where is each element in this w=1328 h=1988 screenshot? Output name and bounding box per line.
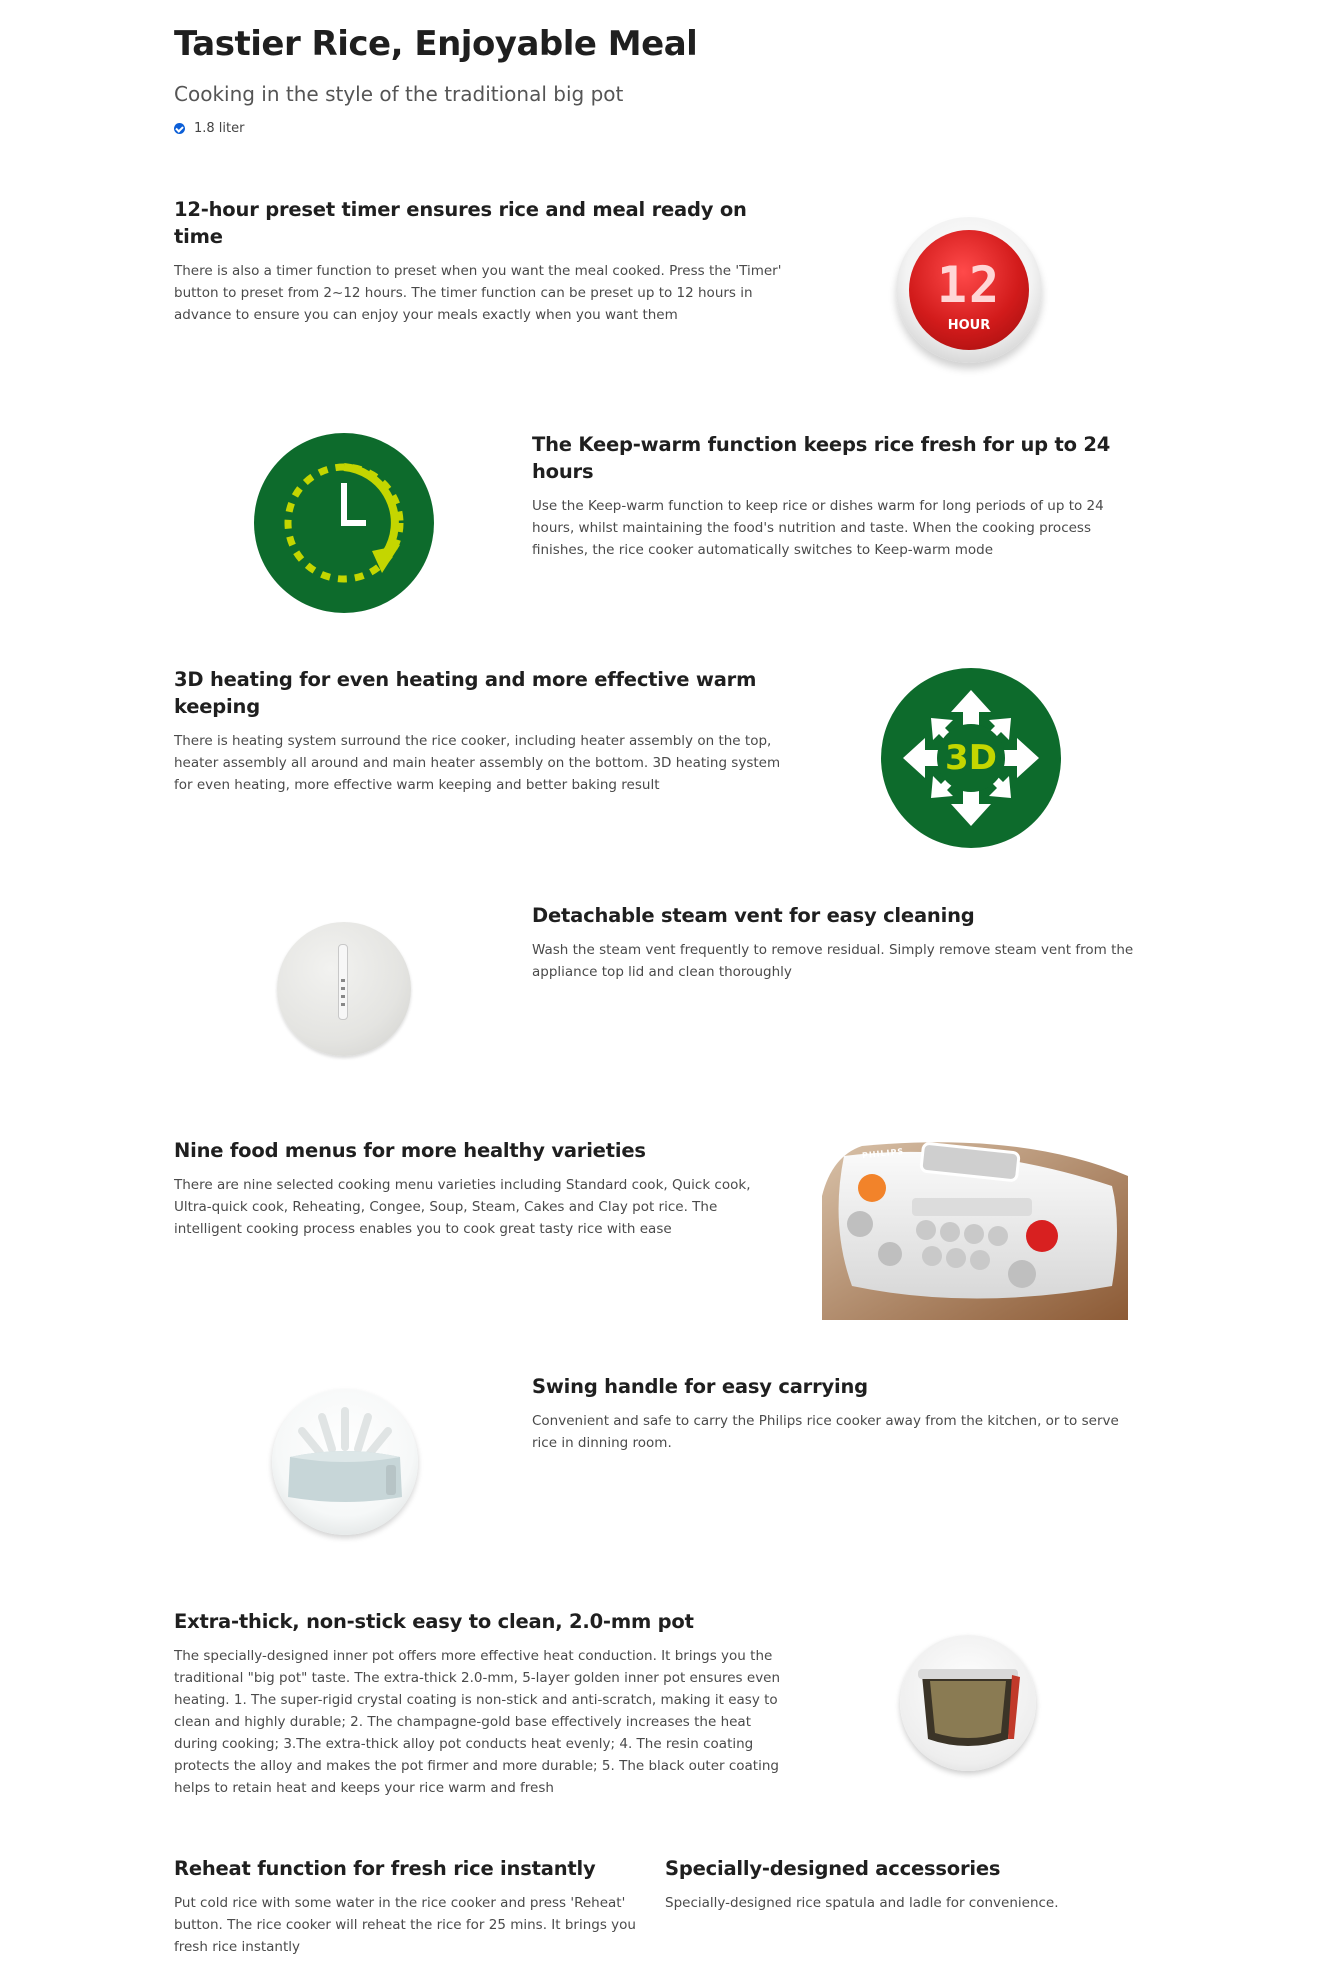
feature-title: Detachable steam vent for easy cleaning xyxy=(532,904,975,927)
3d-label: 3D xyxy=(945,738,997,778)
feature-accessories xyxy=(665,1855,1135,1914)
feature-nine-menus xyxy=(174,1137,784,1240)
feature-title: Specially-designed accessories xyxy=(665,1857,1001,1880)
spec-item xyxy=(174,121,244,136)
feature-body: Put cold rice with some water in the rice cooker and press 'Reheat' button. The rice cooker will reheat the rice for 25 mins. It brings you fresh rice instantly xyxy=(174,1895,636,1955)
check-icon xyxy=(174,123,185,134)
feature-inner-pot xyxy=(174,1608,784,1799)
feature-preset-timer xyxy=(174,196,784,326)
timer-unit: HOUR xyxy=(947,318,991,333)
feature-body: There is heating system surround the rice cooker, including heater assembly on the top, heater assembly all around and main heater assembly on the bottom. 3D heating system for even heating, more effective warm keeping and better baking result xyxy=(174,733,781,793)
clock-icon xyxy=(254,433,434,613)
inner-pot-image xyxy=(900,1635,1036,1771)
brand-logo: PHILIPS xyxy=(861,1146,905,1161)
feature-title: Nine food menus for more healthy varieties xyxy=(174,1139,646,1162)
3d-heating-icon xyxy=(881,668,1061,848)
feature-reheat xyxy=(174,1855,644,1958)
feature-title: 3D heating for even heating and more effective warm keeping xyxy=(174,668,757,718)
feature-title: 12-hour preset timer ensures rice and meal ready on time xyxy=(174,198,747,248)
steam-vent-image xyxy=(277,922,411,1056)
feature-title: Extra-thick, non-stick easy to clean, 2.0-mm pot xyxy=(174,1610,694,1633)
vent-slot xyxy=(338,944,348,1020)
feature-title: Swing handle for easy carrying xyxy=(532,1375,868,1398)
feature-title: Reheat function for fresh rice instantly xyxy=(174,1857,596,1880)
feature-body: There is also a timer function to preset when you want the meal cooked. Press the 'Timer' button to preset from 2~12 hours. The timer function can be preset up to 12 hours in advance to ensure you can enjoy your meals exactly when you want them xyxy=(174,263,782,323)
feature-body: Convenient and safe to carry the Philips rice cooker away from the kitchen, or to serve rice in dinning room. xyxy=(532,1413,1119,1451)
feature-body: Specially-designed rice spatula and ladle for convenience. xyxy=(665,1895,1059,1911)
feature-steam-vent xyxy=(532,902,1142,983)
feature-body: There are nine selected cooking menu varieties including Standard cook, Quick cook, Ultra-quick cook, Reheating, Congee, Soup, Steam, Cakes and Clay pot rice. The intelligent cooking process enables you to cook great tasty rice with ease xyxy=(174,1177,751,1237)
feature-keep-warm xyxy=(532,431,1142,561)
feature-body: Wash the steam vent frequently to remove residual. Simply remove steam vent from the appliance top lid and clean thoroughly xyxy=(532,942,1134,980)
feature-3d-heating xyxy=(174,666,784,796)
spec-label: 1.8 liter xyxy=(194,121,245,136)
timer-digits: 12 xyxy=(936,256,1002,314)
feature-body: Use the Keep-warm function to keep rice or dishes warm for long periods of up to 24 hours, whilst maintaining the food's nutrition and taste. When the cooking process finishes, the rice cooker automatically switches to Keep-warm mode xyxy=(532,498,1104,558)
swing-handle-image xyxy=(272,1389,418,1535)
feature-body: The specially-designed inner pot offers more effective heat conduction. It brings you the traditional "big pot" taste. The extra-thick 2.0-mm, 5-layer golden inner pot ensures even heating. 1. The super-rigid crystal coating is non-stick and anti-scratch, making it easy to clean and highly durable; 2. The champagne-gold base effectively increases the heat during cooking; 3.The extra-thick alloy pot conducts heat evenly; 4. The resin coating protects the alloy and makes the pot firmer and more durable; 5. The black outer coating helps to retain heat and keeps your rice warm and fresh xyxy=(174,1648,781,1796)
timer-icon xyxy=(896,217,1042,363)
feature-swing-handle xyxy=(532,1373,1142,1454)
feature-title: The Keep-warm function keeps rice fresh for up to 24 hours xyxy=(532,433,1111,483)
control-panel-image xyxy=(822,1136,1128,1320)
page-subtitle: Cooking in the style of the traditional big pot xyxy=(174,82,624,106)
timer-face xyxy=(909,230,1029,350)
page-title: Tastier Rice, Enjoyable Meal xyxy=(174,24,698,64)
